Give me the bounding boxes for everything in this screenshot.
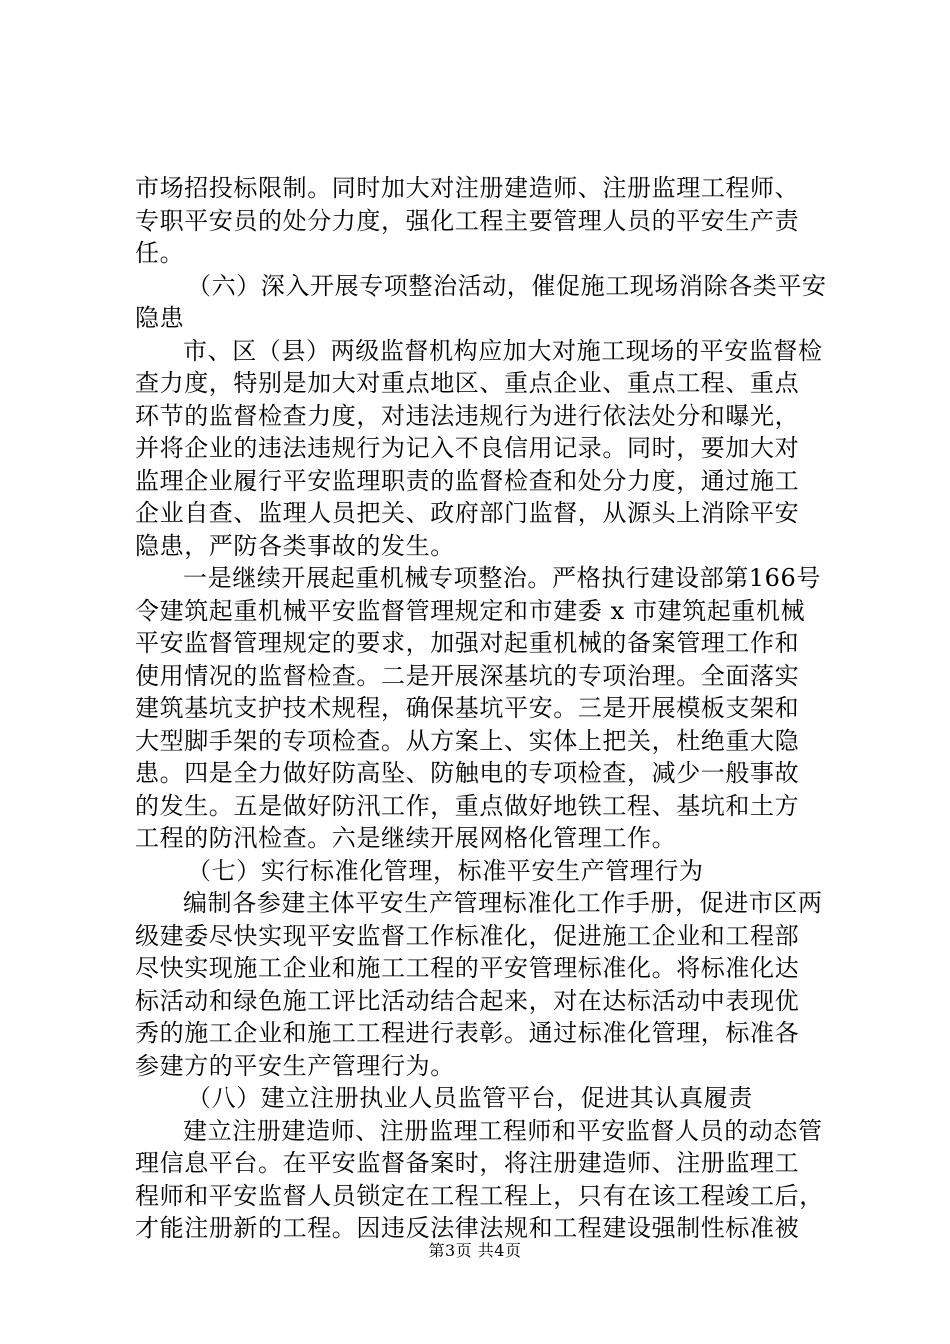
text-line: 理信息平台。在平安监督备案时，将注册建造师、注册监理工 bbox=[135, 1149, 800, 1177]
section-heading-line: （八）建立注册执业人员监管平台，促进其认真履责 bbox=[187, 1084, 753, 1112]
text-line: 隐患，严防各类事故的发生。 bbox=[135, 531, 455, 560]
text-line: 建立注册建造师、注册监理工程师和平安监督人员的动态管 bbox=[183, 1116, 823, 1145]
text-line: 市场招投标限制。同时加大对注册建造师、注册监理工程师、 bbox=[135, 174, 800, 202]
text-line: 秀的施工企业和施工工程进行表彰。通过标准化管理，标准各 bbox=[135, 1019, 800, 1047]
text-line: 大型脚手架的专项检查。从方案上、实体上把关，杜绝重大隐 bbox=[135, 726, 800, 755]
page-footer: 第3页 共4页 bbox=[428, 1241, 522, 1260]
section-heading-line: （七）实行标准化管理，标准平安生产管理行为 bbox=[187, 856, 704, 885]
text-line: 参建方的平安生产管理行为。 bbox=[135, 1051, 455, 1080]
text-line: 监理企业履行平安监理职责的监督检查和处分力度，通过施工 bbox=[135, 466, 800, 495]
text-line: 使用情况的监督检查。二是开展深基坑的专项治理。全面落实 bbox=[135, 661, 800, 690]
text-line: 隐患 bbox=[135, 304, 185, 332]
text-line: 市、区（县）两级监督机构应加大对施工现场的平安监督检 bbox=[183, 336, 823, 365]
text-line: 工程的防汛检查。六是继续开展网格化管理工作。 bbox=[135, 824, 677, 852]
text-line: 编制各参建主体平安生产管理标准化工作手册，促进市区两 bbox=[183, 889, 823, 917]
section-heading-line: （六）深入开展专项整治活动，催促施工现场消除各类平安 bbox=[187, 271, 827, 300]
text-line: 级建委尽快实现平安监督工作标准化，促进施工企业和工程部 bbox=[135, 921, 800, 950]
text-line: 建筑基坑支护技术规程，确保基坑平安。三是开展模板支架和 bbox=[135, 694, 800, 722]
text-line: 查力度，特别是加大对重点地区、重点企业、重点工程、重点 bbox=[135, 369, 800, 397]
text-line: 令建筑起重机械平安监督管理规定和市建委 x 市建筑起重机械 bbox=[135, 596, 806, 625]
text-line: 企业自查、监理人员把关、政府部门监督，从源头上消除平安 bbox=[135, 499, 800, 527]
text-line: 尽快实现施工企业和施工工程的平安管理标准化。将标准化达 bbox=[135, 954, 800, 982]
text-line: 一是继续开展起重机械专项整治。严格执行建设部第166号 bbox=[183, 564, 822, 592]
text-line: 标活动和绿色施工评比活动结合起来，对在达标活动中表现优 bbox=[135, 986, 800, 1015]
text-line: 任。 bbox=[135, 239, 185, 267]
text-line: 才能注册新的工程。因违反法律法规和工程建设强制性标准被 bbox=[135, 1214, 800, 1242]
text-line: 并将企业的违法违规行为记入不良信用记录。同时，要加大对 bbox=[135, 434, 800, 462]
text-line: 专职平安员的处分力度，强化工程主要管理人员的平安生产责 bbox=[135, 206, 800, 235]
text-line: 环节的监督检查力度，对违法违规行为进行依法处分和曝光， bbox=[135, 401, 800, 430]
text-line: 程师和平安监督人员锁定在工程工程上，只有在该工程竣工后， bbox=[135, 1181, 824, 1210]
text-line: 平安监督管理规定的要求，加强对起重机械的备案管理工作和 bbox=[135, 629, 800, 657]
body-text bbox=[135, 172, 835, 1245]
text-line: 的发生。五是做好防汛工作，重点做好地铁工程、基坑和土方 bbox=[135, 791, 800, 820]
text-line: 患。四是全力做好防高坠、防触电的专项检查，减少一般事故 bbox=[135, 759, 800, 787]
